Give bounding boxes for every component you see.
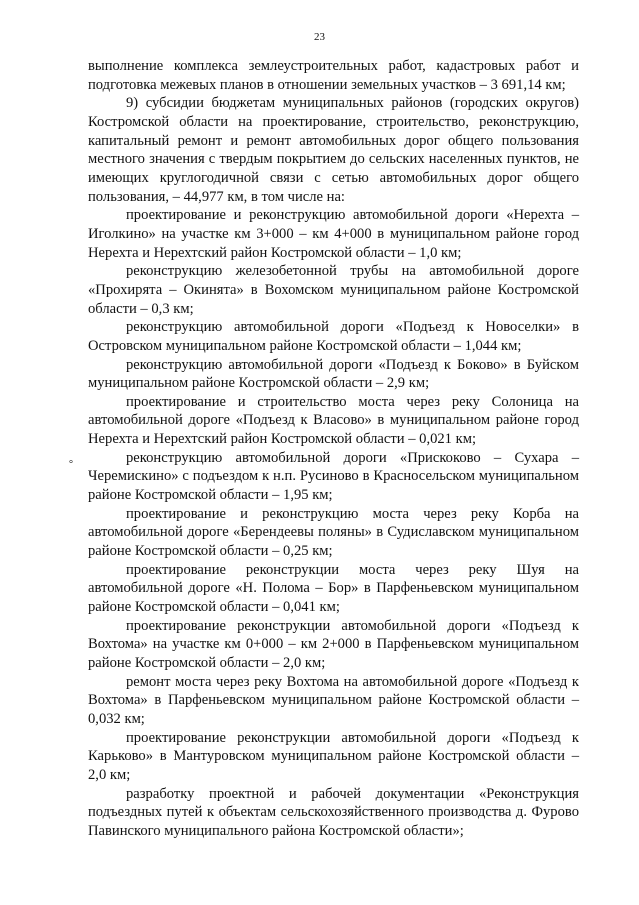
paragraph-karkovo: проектирование реконструкции автомобильной дороги «Подъезд к Карьково» в Мантуровском муниципальном районе Костромской области – 2,0 км; <box>88 729 579 783</box>
paragraph-korba-bridge: проектирование и реконструкцию моста через реку Корба на автомобильной дороге «Берендеевы поляны» в Судиславском муниципальном районе Костромской области – 0,25 км; <box>88 505 579 560</box>
paragraph-vokhtoma-road: проектирование реконструкции автомобильной дороги «Подъезд к Вохтома» на участке км 0+000 – км 2+000 в Парфеньевском муниципальном районе Костромской области – 2,0 км; <box>88 617 579 671</box>
paragraph-vokhtoma-bridge: ремонт моста через реку Вохтома на автомобильной дороге «Подъезд к Вохтома» в Парфеньевском муниципальном районе Костромской области – 0,032 км; <box>88 673 579 727</box>
paragraph-novoselki: реконструкцию автомобильной дороги «Подъезд к Новоселки» в Островском муниципальном районе Костромской области – 1,044 км; <box>88 319 579 354</box>
paragraph-shuya-bridge: проектирование реконструкции моста через реку Шуя на автомобильной дороге «Н. Полома – Бор» в Парфеньевском муниципальном районе Костромской области – 0,041 км; <box>88 561 579 616</box>
paragraph-bokovo: реконструкцию автомобильной дороги «Подъезд к Боково» в Буйском муниципальном районе Костромской области – 2,9 км; <box>88 356 579 392</box>
page-number: 23 <box>314 31 325 43</box>
paragraph-solonitsa-bridge: проектирование и строительство моста через реку Солоница на автомобильной дороге «Подъезд к Власово» в муниципальном районе город Нерехта и Нерехтский район Костромской области – 0,021 км; <box>88 393 579 448</box>
paragraph-nerekhta-igolkino: проектирование и реконструкцию автомобильной дороги «Нерехта – Иголкино» на участке км 3+000 – км 4+000 в муниципальном районе город Нерехта и Нерехтский район Костромской области – 1,0 км; <box>88 207 579 261</box>
document-body <box>88 57 579 841</box>
paragraph-item-9-subsidies: 9) субсидии бюджетам муниципальных районов (городских округов) Костромской области на проектирование, строительство, реконструкцию, капитальный ремонт и ремонт автомобильных дорог общего пользования местного значения с твердым покрытием до сельских населенных пунктов, не имеющих круглогодичной связи с сетью автомобильных дорог общего пользования, – 44,977 км, в том числе на: <box>88 95 579 205</box>
margin-mark: ° <box>69 459 73 470</box>
paragraph-land-works: выполнение комплекса землеустроительных работ, кадастровых работ и подготовка межевых планов в отношении земельных участков – 3 691,14 км; <box>88 58 579 93</box>
paragraph-prokhiryata-okinyata: реконструкцию железобетонной трубы на автомобильной дороге «Прохирята – Окинята» в Вохомском муниципальном районе Костромской области – 0,3 км; <box>88 263 579 317</box>
paragraph-furovo-docs: разработку проектной и рабочей документации «Реконструкция подъездных путей к объектам сельскохозяйственного производства д. Фурово Павинского муниципального района Костромской области»; <box>88 785 579 839</box>
paragraph-priskokovo-sukhara: реконструкцию автомобильной дороги «Прискоково – Сухара – Черемискино» с подъездом к н.п. Русиново в Красносельском муниципальном районе Костромской области – 1,95 км; <box>88 449 579 504</box>
